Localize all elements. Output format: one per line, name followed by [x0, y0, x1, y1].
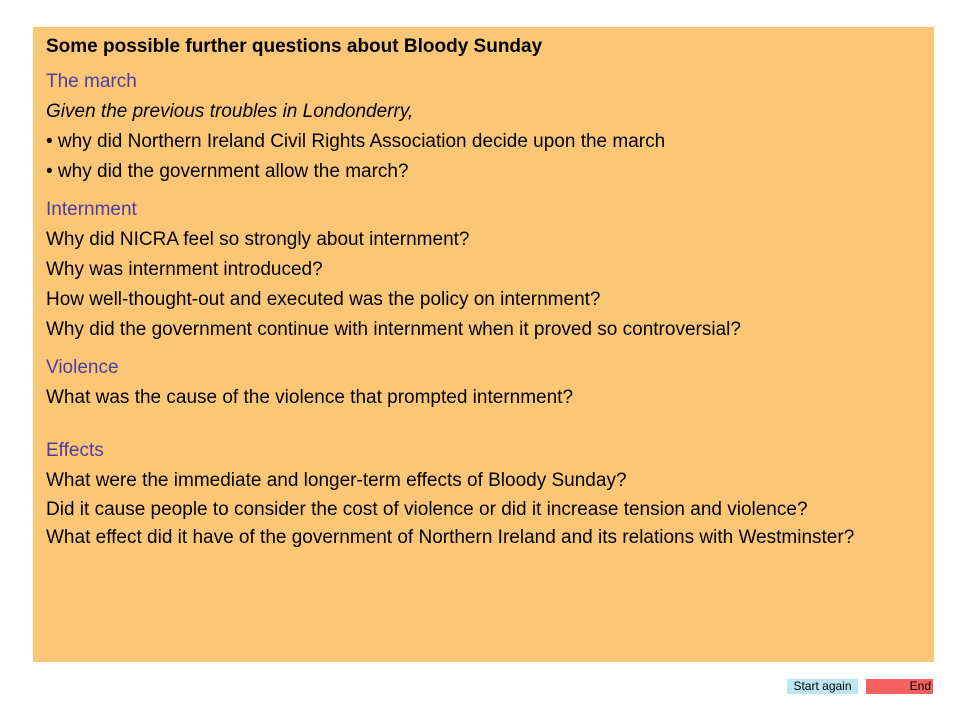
section-internment — [46, 199, 922, 341]
effects-question-2: Did it cause people to consider the cost of violence or did it increase tension and violence? — [46, 499, 808, 520]
section-heading-march: The march — [46, 71, 137, 92]
section-march — [46, 71, 922, 183]
question-panel — [33, 27, 934, 662]
internment-question-2: Why was internment introduced? — [46, 259, 323, 280]
section-heading-internment: Internment — [46, 199, 137, 220]
section-heading-violence: Violence — [46, 357, 119, 378]
end-button[interactable]: End — [866, 679, 933, 694]
march-bullet-1: • why did Northern Ireland Civil Rights Association decide upon the march — [46, 131, 666, 152]
internment-question-3: How well-thought-out and executed was the policy on internment? — [46, 289, 601, 310]
section-heading-effects: Effects — [46, 440, 104, 461]
effects-question-1: What were the immediate and longer-term effects of Bloody Sunday? — [46, 470, 627, 491]
internment-question-1: Why did NICRA feel so strongly about internment? — [46, 229, 470, 250]
start-again-button[interactable]: Start again — [787, 679, 858, 694]
violence-question-1: What was the cause of the violence that prompted internment? — [46, 387, 574, 408]
effects-question-3: What effect did it have of the government of Northern Ireland and its relations with Westminster? — [46, 527, 855, 548]
march-intro: Given the previous troubles in Londonderry, — [46, 101, 414, 122]
march-bullet-2: • why did the government allow the march? — [46, 161, 409, 182]
section-violence — [46, 357, 922, 409]
internment-question-4: Why did the government continue with internment when it proved so controversial? — [46, 319, 741, 340]
section-effects — [46, 440, 922, 548]
slide-title: Some possible further questions about Bloody Sunday — [46, 36, 543, 57]
